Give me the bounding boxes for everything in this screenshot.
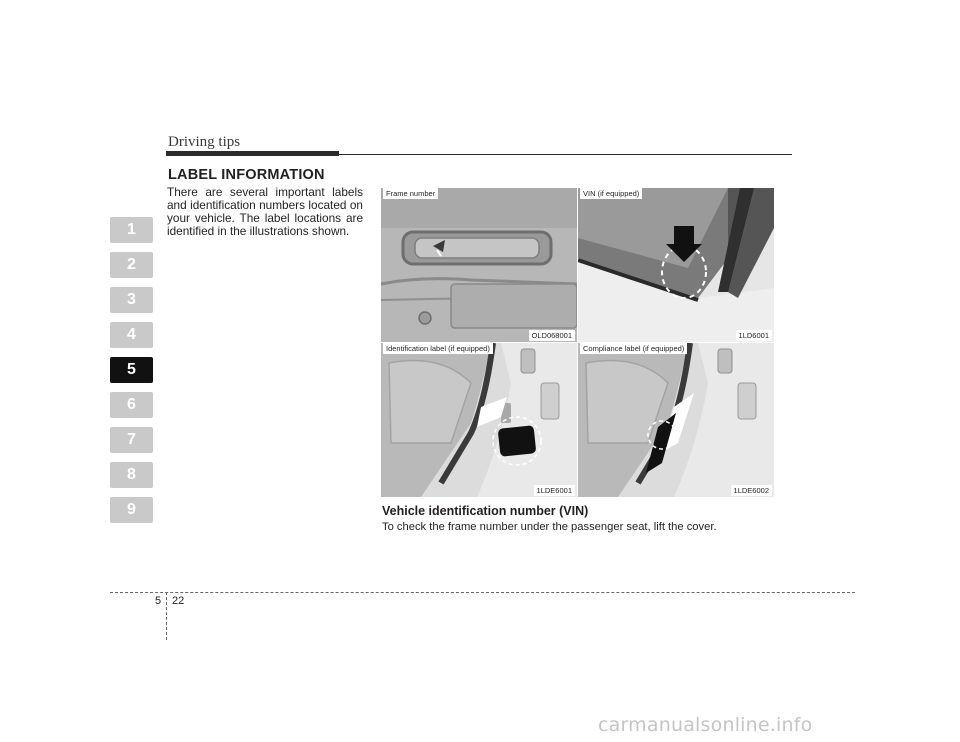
vin-instructions: To check the frame number under the passenger seat, lift the cover.: [382, 521, 717, 533]
chapter-tab-1[interactable]: 1: [110, 217, 153, 243]
chapter-tab-7[interactable]: 7: [110, 427, 153, 453]
panel-code: OLD068001: [529, 330, 575, 341]
chapter-tab-9[interactable]: 9: [110, 497, 153, 523]
page-heading: LABEL INFORMATION: [168, 167, 325, 183]
footer-divider: [110, 592, 855, 593]
header-rule-thin: [339, 154, 792, 155]
header-rule-thick: [166, 151, 339, 156]
chapter-tab-3[interactable]: 3: [110, 287, 153, 313]
chapter-tab-2[interactable]: 2: [110, 252, 153, 278]
footer-vertical-divider: [166, 592, 167, 640]
page-chapter-number: 5: [155, 595, 162, 607]
watermark: carmanualsonline.info: [598, 714, 813, 736]
door-pillar-image: [578, 343, 774, 497]
panel-code: 1LDE6001: [534, 485, 575, 496]
chapter-tab-8[interactable]: 8: [110, 462, 153, 488]
section-title: Driving tips: [168, 134, 241, 150]
chapter-tab-6[interactable]: 6: [110, 392, 153, 418]
chapter-tab-4[interactable]: 4: [110, 322, 153, 348]
panel-label: Compliance label (if equipped): [580, 343, 687, 354]
page-number: 22: [172, 595, 185, 607]
vin-heading: Vehicle identification number (VIN): [382, 504, 589, 518]
compliance-label-illustration: [578, 343, 774, 497]
door-pillar-image: [381, 343, 577, 497]
frame-number-illustration: [381, 188, 577, 342]
chapter-tab-5[interactable]: 5: [110, 357, 153, 383]
windshield-image: [578, 188, 774, 342]
vin-illustration: [578, 188, 774, 342]
seat-cover-image: [381, 188, 577, 342]
panel-label: Identification label (if equipped): [383, 343, 493, 354]
panel-label: Frame number: [383, 188, 438, 199]
panel-code: 1LDE6002: [731, 485, 772, 496]
panel-code: 1LD6001: [736, 330, 772, 341]
intro-paragraph: There are several important labels and identification numbers located on your vehicle. The label locations are identified in the illustrations shown.: [167, 185, 363, 238]
chapter-tabs: [110, 217, 153, 532]
identification-label-illustration: [381, 343, 577, 497]
panel-label: VIN (if equipped): [580, 188, 642, 199]
